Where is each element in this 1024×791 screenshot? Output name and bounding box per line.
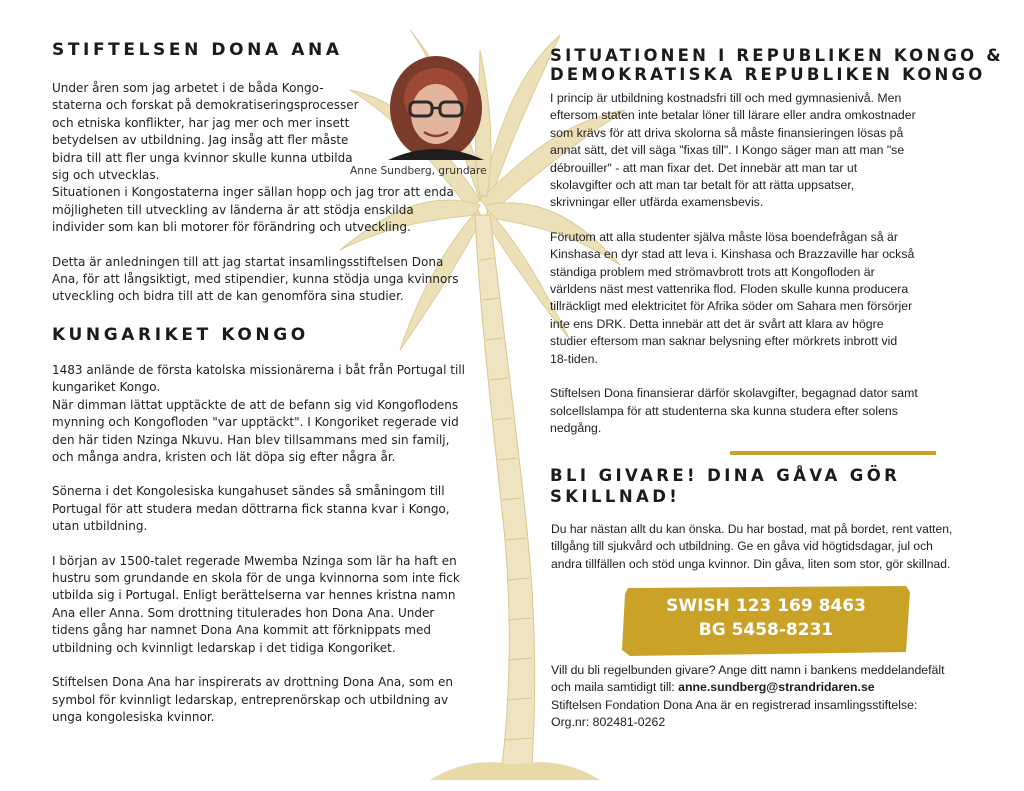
kingdom-text	[52, 362, 492, 726]
text-line: världens näst mest vattenrika flod. Floden skulle kunna producera	[550, 282, 909, 297]
text-line: utbildning och kvinnligt ledarskap i det tidiga Kongoriket.	[52, 640, 396, 655]
text-line: tillgång till sjukvård och utbildning. Ge en gåva vid högtidsdagar, jul och	[551, 539, 933, 554]
text-line: inte ens DRK. Detta innebär att det är svårt att klara av högre	[550, 316, 884, 331]
situation-heading-line2: DEMOKRATISKA REPUBLIKEN KONGO	[550, 65, 986, 84]
contact-line: Vill du bli regelbunden givare? Ange ditt namn i bankens meddelandefält	[551, 663, 945, 677]
text-line: tidens gång har namnet Dona Ana kommit att förknippats med	[52, 623, 432, 638]
text-line: Stiftelsen Dona finansierar därför skolavgifter, begagnad dator samt	[550, 386, 918, 401]
text-line: och etniska konflikter, har jag mer och mer insett	[52, 115, 350, 130]
text-line: utan utbildning.	[52, 519, 148, 534]
donor-text	[551, 521, 991, 573]
situation-text	[550, 90, 990, 437]
text-line: möjligheten till utveckling av länderna är att stödja enskilda	[52, 202, 414, 217]
donor-heading-line2: SKILLNAD!	[550, 487, 681, 506]
founder-photo	[382, 50, 490, 160]
text-line: staterna och forskat på demokratiseringsprocesser	[52, 98, 359, 113]
donor-heading	[550, 465, 900, 507]
donor-heading-line1: BLI GIVARE! DINA GÅVA GÖR	[550, 466, 901, 485]
text-line: kungariket Kongo.	[52, 380, 161, 395]
text-line: Sönerna i det Kongolesiska kungahuset sändes så småningom till	[52, 484, 445, 499]
photo-caption: Anne Sundberg, grundare	[350, 165, 487, 177]
text-line: I början av 1500-talet regerade Mwemba Nzinga som lär ha haft en	[52, 553, 457, 568]
text-line: Förutom att alla studenter själva måste lösa boendefrågan så är	[550, 229, 898, 244]
foundation-heading: STIFTELSEN DONA ANA	[52, 40, 343, 60]
bankgiro-number: BG 5458-8231	[698, 620, 834, 640]
text-line: Under åren som jag arbetet i de båda Kongo-	[52, 81, 324, 95]
text-line: hustru som grundande en skola för de unga kvinnorna som inte fick	[52, 571, 460, 586]
text-line: mynning och Kongofloden "var upptäckt". I Kongoriket regerade vid	[52, 415, 459, 430]
situation-heading	[550, 46, 1004, 84]
text-line: eftersom staten inte betalar löner till lärare eller andra omkostnader	[550, 108, 916, 123]
text-line: unga kongolesiska kvinnor.	[52, 709, 215, 724]
text-line: annat sätt, det vill säga "fixas till". I Kongo säger man att man "se	[550, 143, 905, 158]
text-line: den här tiden Nzinga Nkuvu. Han blev tillsammans med sin familj,	[52, 432, 450, 447]
swish-number: SWISH 123 169 8463	[666, 596, 866, 616]
text-line: Du har nästan allt du kan önska. Du har bostad, mat på bordet, rent vatten,	[551, 522, 953, 536]
text-line: débrouiller" - att man fixar det. Det innebär att man tar ut	[550, 160, 858, 175]
section-divider	[730, 451, 936, 455]
text-line: 1483 anlände de första katolska missionärerna i båt från Portugal till	[52, 363, 465, 377]
text-line: symbol för kvinnligt ledarskap, entreprenörskap och utbildning av	[52, 692, 449, 707]
portrait-image	[382, 50, 490, 160]
text-line: som krävs för att driva skolorna så måste finansieringen lösas på	[550, 125, 904, 140]
text-line: 18-tiden.	[550, 351, 598, 366]
text-line: Ana eller Anna. Som drottning titulerades hon Dona Ana. Under	[52, 605, 435, 620]
text-line: I princip är utbildning kostnadsfri till och med gymnasienivå. Men	[550, 91, 902, 105]
text-line: När dimman lättat upptäckte de att de befann sig vid Kongoflodens	[52, 397, 459, 412]
text-line: Situationen i Kongostaterna inger sällan hopp och jag tror att enda	[52, 185, 454, 200]
text-line: utbilda sig i Portugal. Enligt berättelserna var hennes kristna namn	[52, 588, 456, 603]
text-line: sig och utvecklas.	[52, 168, 160, 183]
org-number: Org.nr: 802481-0262	[551, 715, 666, 730]
text-line: Portugal för att studera medan döttrarna fick stanna kvar i Kongo,	[52, 501, 450, 516]
contact-line	[551, 679, 971, 696]
email-link[interactable]: anne.sundberg@strandridaren.se	[678, 680, 875, 695]
text-line: studier eftersom man saknar belysning efter mörkrets inbrott vid	[550, 334, 898, 349]
text-line: andra tillfällen och stöd unga kvinnor. Din gåva, liten som stor, gör skillnad.	[551, 556, 951, 571]
contact-info	[551, 662, 971, 732]
text-line: och många andra, kristen och lät döpa sig efter några år.	[52, 450, 396, 465]
text-line: bidra till att fler unga kvinnor skulle kunna utbilda	[52, 150, 353, 165]
text-line: Ana, för att långsiktigt, med stipendier, kunna stödja unga kvinnors	[52, 272, 459, 287]
text-line: skrivningar eller utfärda examensbevis.	[550, 195, 764, 210]
text-line: Kinshasa en dyr stad att leva i. Kinshasa och Brazzaville har också	[550, 247, 915, 262]
text-line: solcellslampa för att studenterna ska kunna studera efter solens	[550, 403, 898, 418]
text-line: utveckling och bidra till att de kan genomföra sina studier.	[52, 289, 404, 304]
text-line: ständiga problem med strömavbrott trots att Kongofloden är	[550, 264, 875, 279]
contact-prefix: och maila samtidigt till:	[551, 680, 679, 695]
contact-line: Stiftelsen Fondation Dona Ana är en registrerad insamlingsstiftelse:	[551, 697, 918, 712]
text-line: Detta är anledningen till att jag startat insamlingsstiftelsen Dona	[52, 254, 444, 269]
text-line: individer som kan bli motorer för förändring och utveckling.	[52, 220, 411, 235]
kingdom-heading: KUNGARIKET KONGO	[52, 325, 309, 345]
text-line: skolavgifter och att man tar betalt för att rätta uppsatser,	[550, 178, 855, 193]
text-line: Stiftelsen Dona Ana har inspirerats av drottning Dona Ana, som en	[52, 675, 453, 690]
text-line: nedgång.	[550, 420, 602, 435]
text-line: tillräckligt med elektricitet för Afrika söder om Sahara men försörjer	[550, 299, 913, 314]
text-line: betydelsen av utbildning. Jag insåg att fler måste	[52, 133, 349, 148]
situation-heading-line1: SITUATIONEN I REPUBLIKEN KONGO &	[550, 46, 1004, 65]
